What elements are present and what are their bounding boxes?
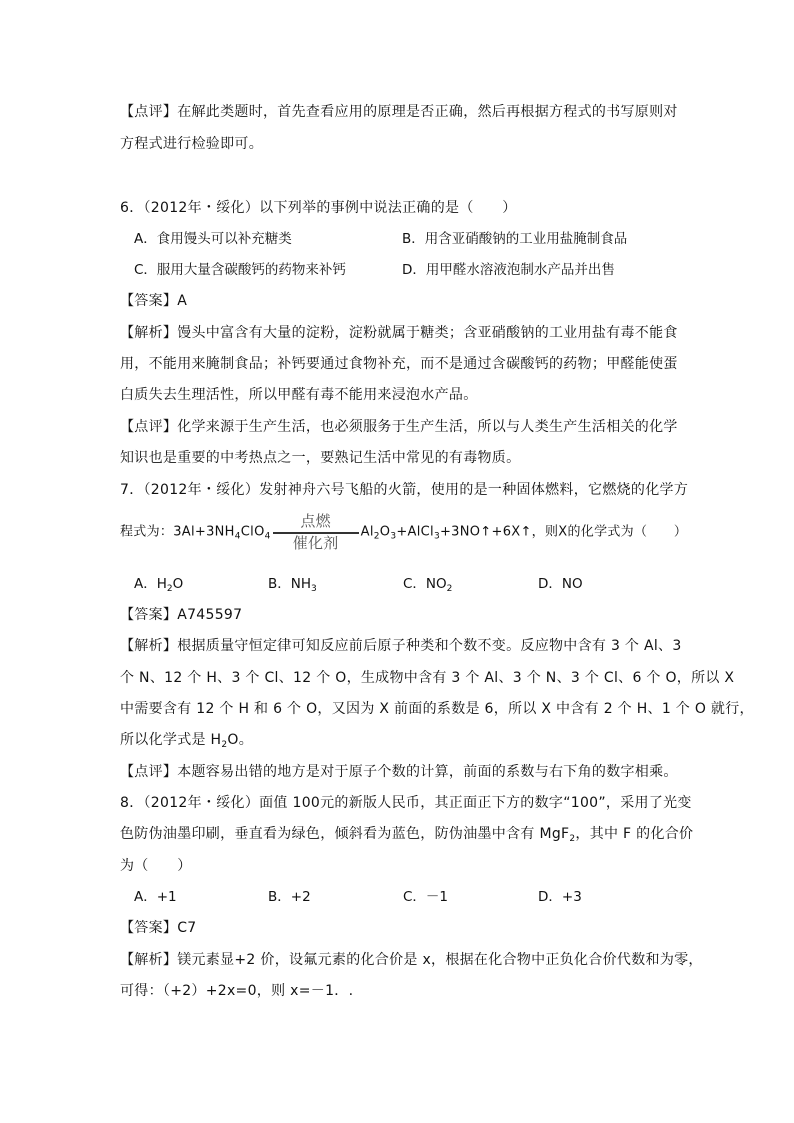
eq-products: +AlCl — [396, 524, 434, 540]
q7-option-d — [538, 574, 583, 594]
comment-tag: 【点评】 — [120, 419, 178, 435]
q8-option-b: B．+2 — [268, 889, 311, 905]
comment-tag: 【点评】 — [120, 764, 178, 780]
q8-option-d: D．+3 — [538, 889, 582, 905]
answer-value: A — [177, 293, 188, 309]
eq-sub: 2 — [373, 531, 380, 542]
answer-tag: 【答案】 — [120, 920, 178, 936]
option-label: A．H — [134, 576, 167, 592]
eq-products: O — [379, 524, 391, 540]
analysis-text: 根据质量守恒定律可知反应前后原子种类和个数不变。反应物中含有 3 个 Al、3 — [177, 638, 682, 654]
analysis-text: 镁元素显+2 价，设氟元素的化合价是 x，根据在化合物中正负化合价代数和为零， — [177, 952, 703, 968]
q7-option-b — [268, 574, 317, 594]
option-rest: O — [172, 576, 184, 592]
q6-answer — [120, 291, 187, 311]
option-sub: 2 — [166, 584, 173, 594]
answer-tag: 【答案】 — [120, 293, 178, 309]
stem-text: ，其中 F 的化合价 — [575, 826, 694, 842]
eq-products-tail: +3NO↑+6X↑，则X的化学式为（ ） — [439, 524, 688, 540]
eq-sub: 3 — [390, 531, 397, 542]
q6-analysis-line-1 — [120, 323, 678, 343]
option-label: C．NO — [403, 576, 447, 592]
analysis-tag: 【解析】 — [120, 638, 178, 654]
q8-option-c: C．－1 — [403, 889, 449, 905]
q7-analysis-line-3: 中需要含有 12 个 H 和 6 个 O，又因为 X 前面的系数是 6，所以 X 中含有 2 个 H、1 个 O 就行， — [120, 701, 754, 717]
eq-reactants: 程式为：3Al+3NH — [120, 524, 235, 540]
q6-stem: 6．（2012年・绥化）以下列举的事例中说法正确的是（ ） — [120, 200, 517, 216]
q8-answer — [120, 918, 197, 938]
condition-bottom: 催化剂 — [292, 534, 339, 552]
answer-value: A745597 — [177, 607, 243, 623]
q7-analysis-line-1 — [120, 636, 682, 656]
analysis-tag: 【解析】 — [120, 952, 178, 968]
q7-equation — [120, 512, 687, 553]
q6-option-b: B．用含亚硝酸钠的工业用盐腌制食品 — [402, 231, 628, 247]
q6-option-a: A．食用馒头可以补充糖类 — [134, 231, 292, 247]
q7-option-a — [134, 574, 183, 594]
analysis-text: 馒头中富含有大量的淀粉，淀粉就属于糖类；含亚硝酸钠的工业用盐有毒不能食 — [177, 325, 678, 341]
analysis-sub: 2 — [221, 740, 228, 750]
q8-analysis-line-2: 可得：（+2）+2x=0，则 x=－1．. — [120, 983, 354, 999]
eq-sub: 3 — [433, 531, 440, 542]
q7-analysis-line-4 — [120, 730, 253, 750]
analysis-tag: 【解析】 — [120, 325, 178, 341]
q8-stem-line-3: 为（ ） — [120, 858, 192, 874]
condition-top: 点燃 — [300, 512, 331, 530]
stem-sub: 2 — [569, 834, 576, 844]
q8-option-a: A．+1 — [134, 889, 177, 905]
comment-text: 在解此类题时，首先查看应用的原理是否正确，然后再根据方程式的书写原则对 — [177, 104, 678, 120]
eq-products: Al — [360, 524, 374, 540]
option-label: D．NO — [538, 576, 583, 592]
option-sub: 3 — [311, 584, 317, 594]
analysis-text: 所以化学式是 H — [120, 732, 222, 748]
comment-tag: 【点评】 — [120, 104, 178, 120]
comment-text: 化学来源于生产生活，也必须服务于生产生活，所以与人类生产生活相关的化学 — [177, 419, 678, 435]
q6-comment-line-1 — [120, 417, 678, 437]
comment-line-1 — [120, 102, 678, 122]
q7-comment — [120, 762, 678, 782]
q7-stem: 7．（2012年・绥化）发射神舟六号飞船的火箭，使用的是一种固体燃料，它燃烧的化学方 — [120, 482, 689, 498]
q8-stem-line-1: 8．（2012年・绥化）面值 100元的新版人民币，其正面正下方的数字“100”，采用了光变 — [120, 795, 692, 811]
stem-text: 色防伪油墨印刷，垂直看为绿色，倾斜看为蓝色，防伪油墨中含有 MgF — [120, 826, 570, 842]
comment-line-2: 方程式进行检验即可。 — [120, 136, 263, 152]
eq-sub: 4 — [264, 531, 271, 542]
q8-analysis-line-1 — [120, 950, 703, 970]
option-sub: 2 — [446, 584, 453, 594]
option-label: B．NH — [268, 576, 312, 592]
q6-option-c: C．服用大量含碳酸钙的药物来补钙 — [134, 262, 346, 278]
q6-comment-line-2: 知识也是重要的中考热点之一，要熟记生活中常见的有毒物质。 — [120, 450, 521, 466]
eq-reactants-2: ClO — [240, 524, 265, 540]
q7-analysis-line-2: 个 N、12 个 H、3 个 Cl、12 个 O，生成物中含有 3 个 Al、3 个 N、3 个 Cl、6 个 O，所以 X — [120, 670, 735, 686]
q6-analysis-line-2: 用，不能用来腌制食品；补钙要通过食物补充，而不是通过含碳酸钙的药物；甲醛能使蛋 — [120, 356, 678, 372]
q6-option-d: D．用甲醛水溶液泡制水产品并出售 — [402, 262, 615, 278]
comment-text: 本题容易出错的地方是对于原子个数的计算，前面的系数与右下角的数字相乘。 — [177, 764, 678, 780]
q6-analysis-line-3: 白质失去生理活性，所以甲醛有毒不能用来浸泡水产品。 — [120, 387, 478, 403]
answer-value: C7 — [177, 920, 197, 936]
analysis-text: O。 — [227, 732, 254, 748]
answer-tag: 【答案】 — [120, 607, 178, 623]
q7-answer — [120, 605, 242, 625]
reaction-condition — [273, 512, 359, 552]
q7-option-c — [403, 574, 452, 594]
eq-sub: 4 — [234, 531, 241, 542]
q8-stem-line-2 — [120, 824, 693, 844]
